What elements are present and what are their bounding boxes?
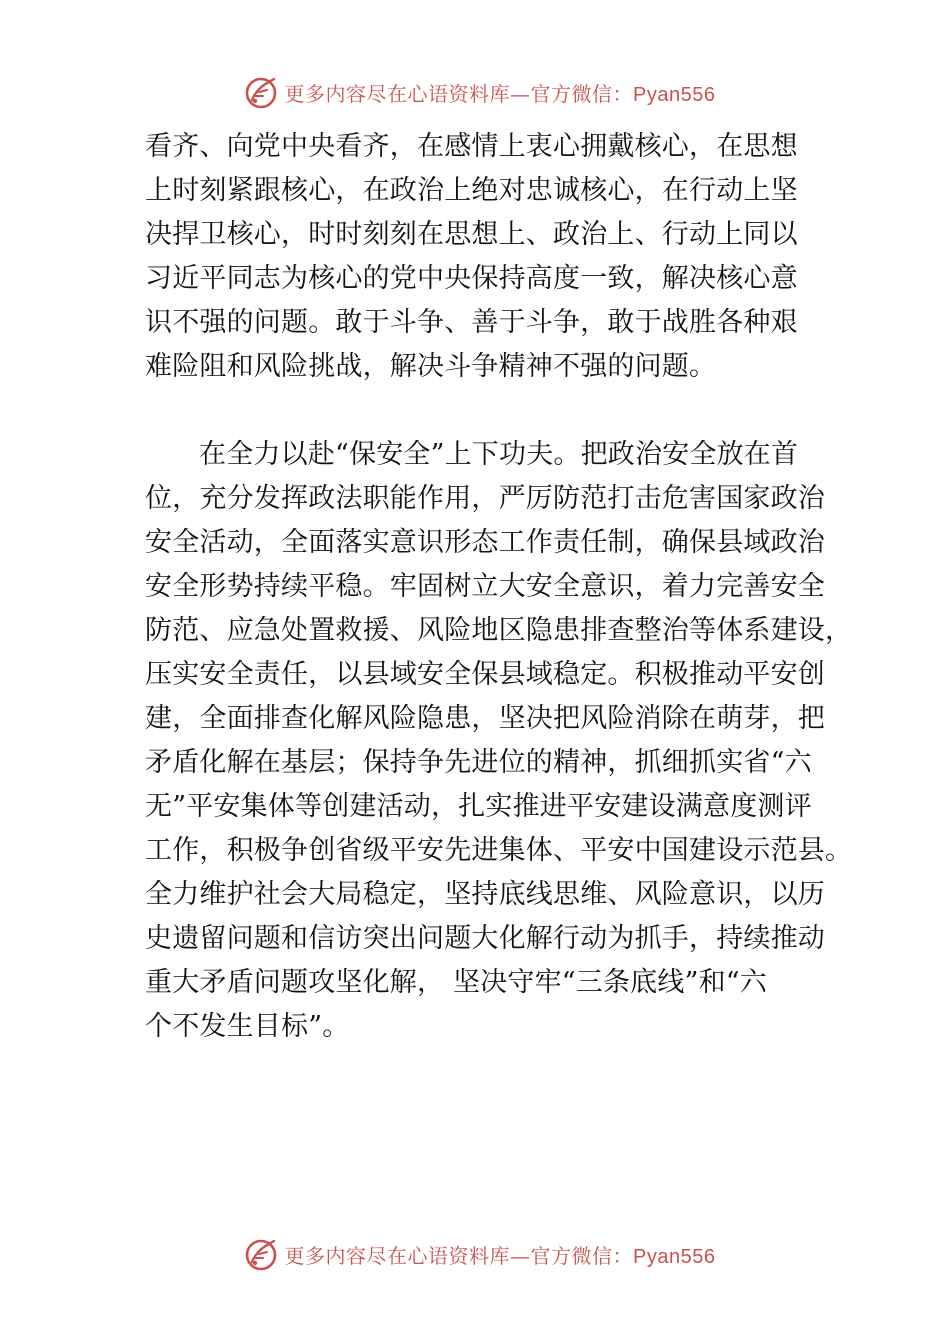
brush-logo-icon [243,1236,279,1272]
paragraph-line: 识不强的问题。敢于斗争、善于斗争，敢于战胜各种艰 [145,307,798,338]
paragraph-line: 重大矛盾问题攻坚化解， 坚决守牢“三条底线”和“六 [145,967,767,998]
paragraph-line: 安全形势持续平稳。牢固树立大安全意识，着力完善安全 [145,571,825,602]
paragraph-line: 在全力以赴“保安全”上下功夫。把政治安全放在首 [199,439,799,470]
paragraph-spacer [145,389,845,433]
paragraph-line: 位，充分发挥政法职能作用，严厉防范打击危害国家政治 [145,483,825,514]
header-watermark-text: 更多内容尽在心语资料库—官方微信：Pyan556 [284,81,716,106]
paragraph-line: 习近平同志为核心的党中央保持高度一致，解决核心意 [145,263,798,294]
paragraph-2 [145,433,853,1049]
footer-wechat-id: Pyan556 [633,1245,716,1268]
brush-logo-icon [243,74,279,110]
paragraph-line: 压实安全责任，以县域安全保县域稳定。积极推动平安创 [145,659,825,690]
paragraph-1 [145,125,845,389]
paragraph-line: 工作，积极争创省级平安先进集体、平安中国建设示范县。 [145,835,853,866]
footer-watermark-text: 更多内容尽在心语资料库—官方微信：Pyan556 [284,1243,716,1268]
paragraph-line: 安全活动，全面落实意识形态工作责任制，确保县域政治 [145,527,825,558]
header-watermark [0,70,950,114]
footer-watermark [0,1232,950,1276]
paragraph-line: 看齐、向党中央看齐，在感情上衷心拥戴核心，在思想 [145,131,798,162]
header-wechat-id: Pyan556 [633,83,716,106]
paragraph-line: 建，全面排查化解风险隐患，坚决把风险消除在萌芽，把 [145,703,825,734]
paragraph-line: 史遗留问题和信访突出问题大化解行动为抓手，持续推动 [145,923,825,954]
paragraph-line: 上时刻紧跟核心，在政治上绝对忠诚核心，在行动上坚 [145,175,798,206]
paragraph-line: 防范、应急处置救援、风险地区隐患排查整治等体系建设， [145,615,853,646]
paragraph-line: 决捍卫核心，时时刻刻在思想上、政治上、行动上同以 [145,219,798,250]
paragraph-line: 矛盾化解在基层；保持争先进位的精神，抓细抓实省“六 [145,747,812,778]
document-body [145,125,853,1049]
paragraph-line: 难险阻和风险挑战，解决斗争精神不强的问题。 [145,351,717,382]
paragraph-line: 个不发生目标”。 [145,1011,350,1042]
paragraph-line: 全力维护社会大局稳定，坚持底线思维、风险意识，以历 [145,879,825,910]
paragraph-line: 无”平安集体等创建活动，扎实推进平安建设满意度测评 [145,791,812,822]
